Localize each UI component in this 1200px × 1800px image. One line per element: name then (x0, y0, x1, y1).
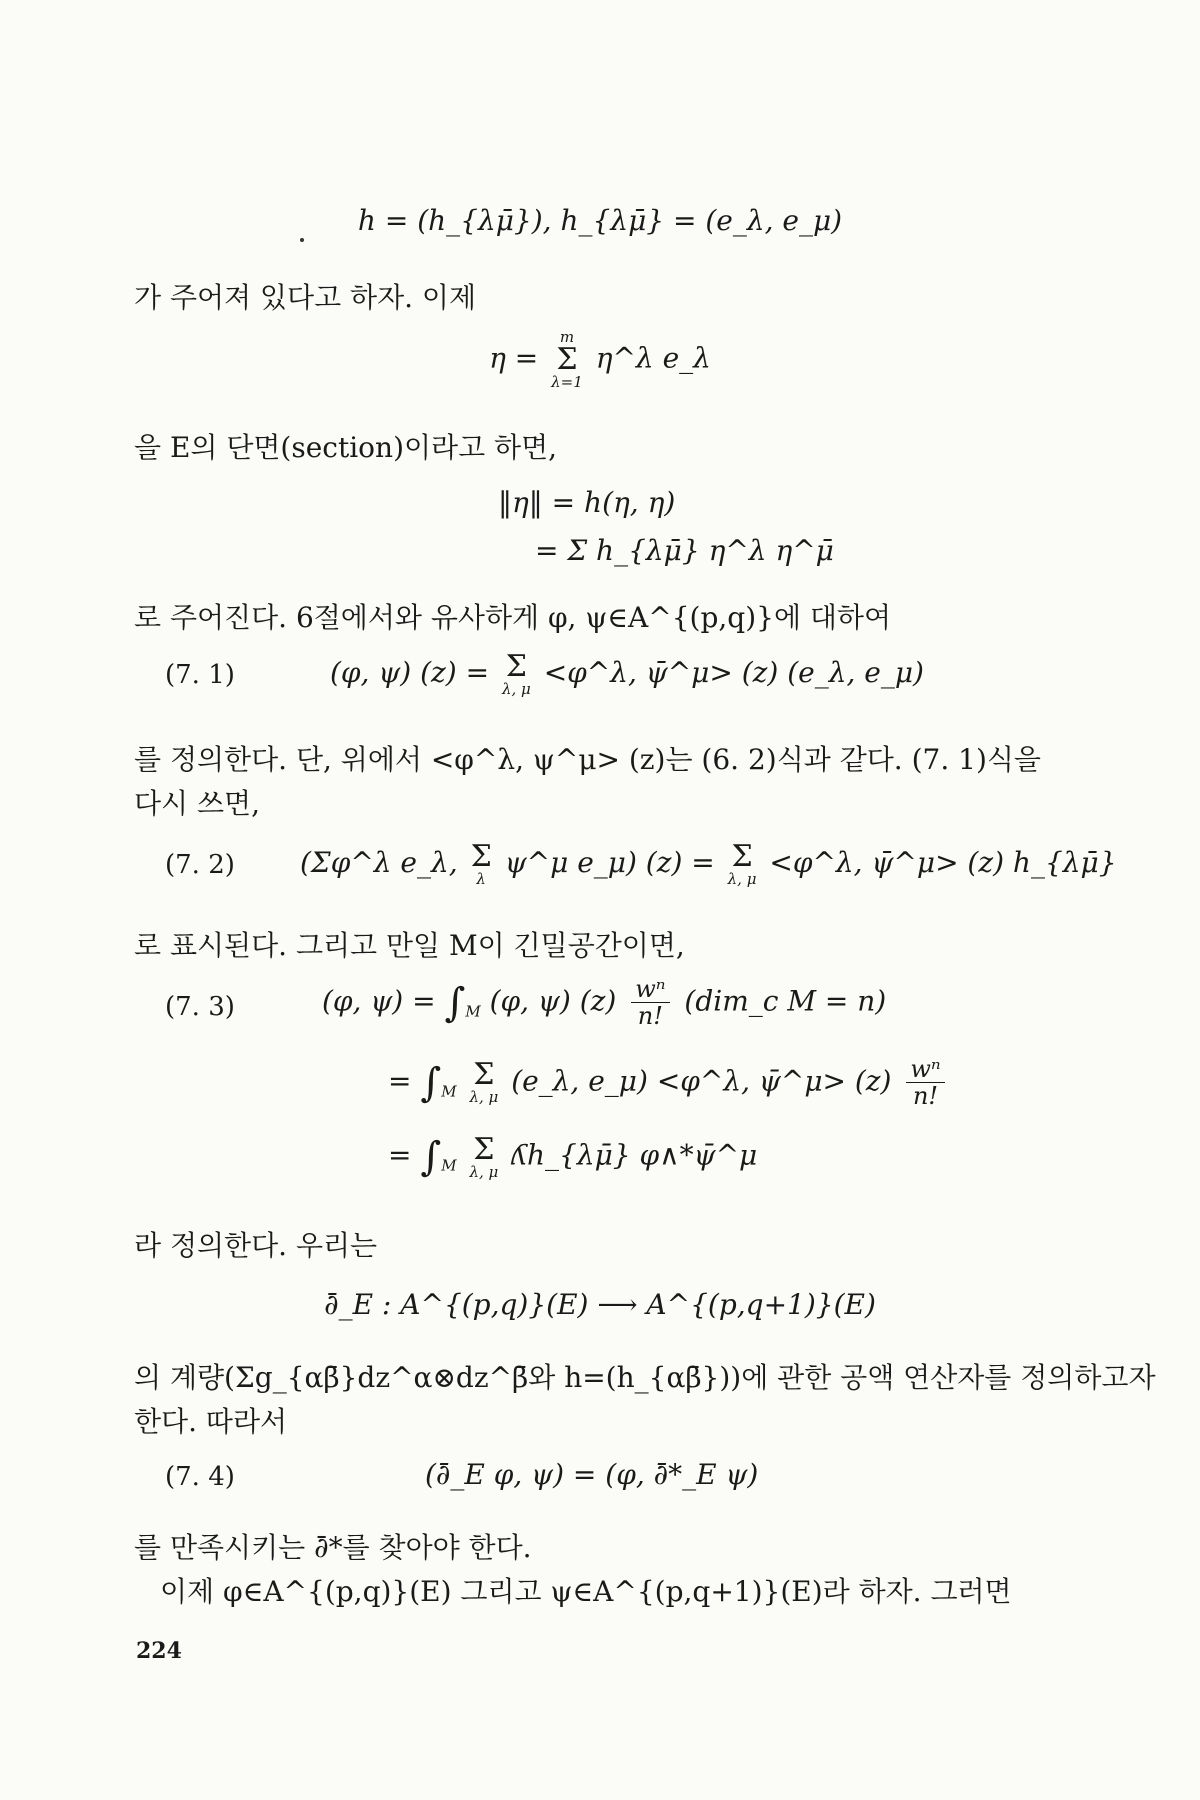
equation-label: (7. 2) (165, 850, 235, 880)
summation: m Σ λ=1 (551, 328, 583, 391)
fraction: $\frac{\text{wⁿ}}{n!}$ (906, 1056, 944, 1110)
paragraph-line: 가 주어져 있다고 하자. 이제 (134, 281, 477, 314)
equation-hermitian-metric: h = (h_{λμ̄}), h_{λμ̄} = (e_λ, e_μ) (357, 204, 843, 237)
page-number: 224 (136, 1638, 182, 1664)
summation: Σ λ, μ (501, 649, 531, 698)
summation: Σ λ, μ (469, 1057, 499, 1107)
speck (300, 238, 304, 242)
paragraph-line: 로 표시된다. 그리고 만일 M이 긴밀공간이면, (134, 929, 685, 962)
equation-section: η = m Σ λ=1 η^λ e_λ (489, 328, 711, 391)
book-page: h = (h_{λμ̄}), h_{λμ̄} = (e_λ, e_μ) 가 주어져 있다고 하자. 이제 η = m Σ λ=1 η^λ e_λ 을 E의 단면(section)이라고 하면, ‖η‖ = h(η, η) = Σ h_{λμ̄} η^λ η^μ̄ 로 주어진다. 6절에서와 유사하게 φ, ψ∈A^{(p,q)}에 대하여 (7. 1) (φ, ψ) (z) = Σ λ, μ <φ^λ, ψ̄^μ> (z) (e_λ, e_μ) 를 정의한다. 단, 위에서 <φ^λ, ψ^μ> (z)는 (6. 2)식과 같다. (7. 1)식을 다시 쓰면, (7. 2) (Σφ^λ e_λ, Σ λ ψ^μ e_μ) (z) = Σ λ, μ <φ^λ, ψ̄^μ> (z) h_{λμ̄} 로 표시된다. 그리고 만일 M이 긴밀공간이면, (7. 3) (φ, $\psi) = \int_M$ (φ, ψ) (z) $\frac{\text{wⁿ}}{n!}$ (dim_c M = n) = $\int_M$ Σ λ, μ (e_λ, e_μ) <φ^λ, ψ̄^μ> (z) $\frac{\text{wⁿ}}{n!}$ = $\int_M$ Σ λ, μ ʎh_{λμ̄} φ∧*ψ̄^μ 라 정의한다. 우리는 ∂̄_E : A^{(p,q)}(E) ⟶ A^{(p,q+1)}(E) 의 계량(Σg_{αβ̄}dz^α⊗dz^β̄와 h=(h_{αβ̄}))에 관한 공액 연산자를 정의하고자 한다. 따라서 (7. 4) (∂̄_E φ, ψ) = (φ, ∂̄*_E ψ) 를 만족시키는 ∂̄*를 찾아야 한다. 이제 φ∈A^{(p,q)}(E) 그리고 ψ∈A^{(p,q+1)}(E)라 하자. 그러면 224 (0, 0, 1200, 1800)
fraction: $\frac{\text{wⁿ}}{n!}$ (631, 976, 669, 1030)
equation-label: (7. 1) (165, 660, 235, 690)
equation-norm-line-2: = Σ h_{λμ̄} η^λ η^μ̄ (535, 534, 834, 567)
paragraph-line: 로 주어진다. 6절에서와 유사하게 φ, ψ∈A^{(p,q)}에 대하여 (134, 601, 892, 634)
summation: Σ λ, μ (727, 839, 757, 888)
equation-norm-line-1: ‖η‖ = h(η, η) (498, 486, 676, 519)
paragraph-line: 라 정의한다. 우리는 (134, 1229, 378, 1262)
paragraph-line: 한다. 따라서 (134, 1405, 288, 1438)
equation-dbar-operator: ∂̄_E : A^{(p,q)}(E) ⟶ A^{(p,q+1)}(E) (324, 1288, 876, 1321)
summation: Σ λ (470, 839, 492, 888)
paragraph-line: 다시 쓰면, (134, 787, 260, 820)
paragraph-line: 를 만족시키는 ∂̄*를 찾아야 한다. (134, 1531, 532, 1564)
equation-label: (7. 3) (165, 992, 235, 1022)
paragraph-line: 이제 φ∈A^{(p,q)}(E) 그리고 ψ∈A^{(p,q+1)}(E)라 하자. 그러면 (160, 1575, 1012, 1608)
equation-label: (7. 4) (165, 1462, 235, 1492)
paragraph-line: 를 정의한다. 단, 위에서 <φ^λ, ψ^μ> (z)는 (6. 2)식과 같다. (7. 1)식을 (134, 743, 1041, 776)
summation: Σ λ, μ (469, 1131, 499, 1181)
paragraph-line: 의 계량(Σg_{αβ̄}dz^α⊗dz^β̄와 h=(h_{αβ̄}))에 관한 공액 연산자를 정의하고자 (134, 1361, 1156, 1394)
paragraph-line: 을 E의 단면(section)이라고 하면, (134, 431, 558, 464)
